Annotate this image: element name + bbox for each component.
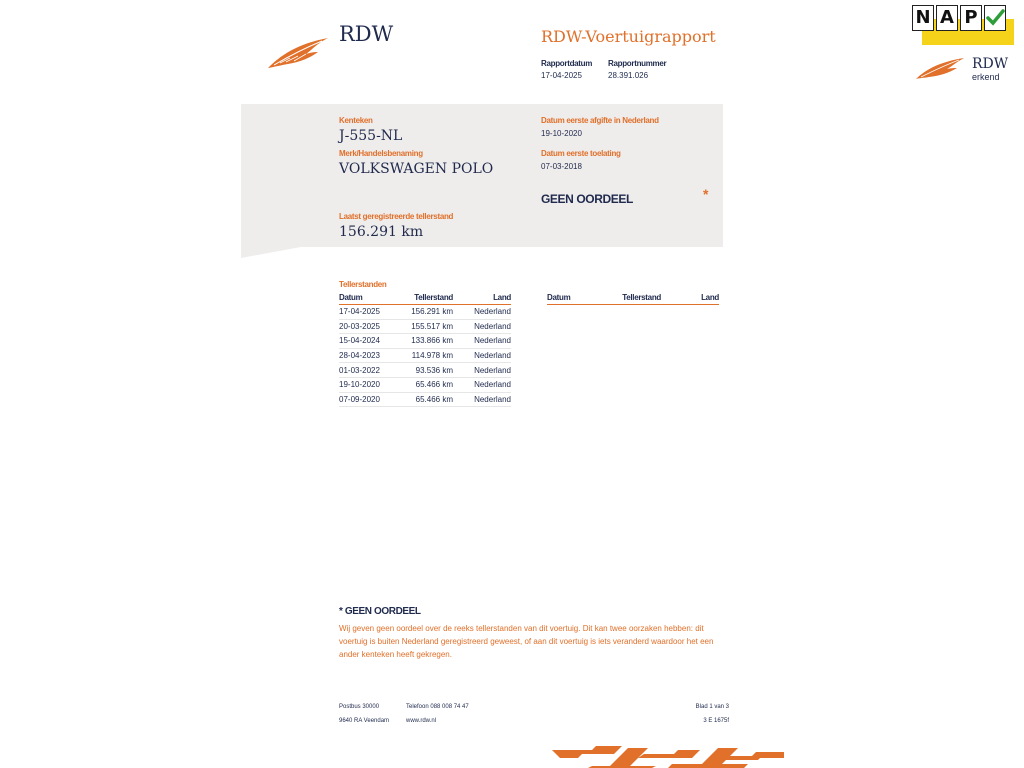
row-odometer: 114.978 km xyxy=(405,348,453,363)
table-row xyxy=(339,334,511,349)
row-date: 19-10-2020 xyxy=(339,377,405,392)
row-odometer: 156.291 km xyxy=(405,305,453,320)
report-number-label: Rapportnummer xyxy=(608,59,667,68)
plate-label: Kenteken xyxy=(339,116,373,125)
row-odometer: 65.466 km xyxy=(405,377,453,392)
report-date: 17-04-2025 xyxy=(541,71,582,80)
table-row xyxy=(339,377,511,392)
footer-page: Blad 1 van 3 xyxy=(695,704,729,710)
row-date: 28-04-2023 xyxy=(339,348,405,363)
verdict: GEEN OORDEEL xyxy=(541,192,633,206)
table-row xyxy=(339,305,511,320)
erkend-text: erkend xyxy=(972,72,1000,82)
table-row xyxy=(339,392,511,407)
make-label: Merk/Handelsbenaming xyxy=(339,149,423,158)
row-country: Nederland xyxy=(453,363,511,378)
report-number: 28.391.026 xyxy=(608,71,649,80)
table-row xyxy=(339,319,511,334)
erkend-feather-icon xyxy=(915,56,965,80)
col-country: Land xyxy=(453,293,511,305)
first-nl-label: Datum eerste afgifte in Nederland xyxy=(541,116,659,125)
first-admission-label: Datum eerste toelating xyxy=(541,149,621,158)
nap-check-box xyxy=(984,5,1006,31)
odometer-value: 156.291 km xyxy=(339,224,424,240)
row-date: 01-03-2022 xyxy=(339,363,405,378)
row-date: 07-09-2020 xyxy=(339,392,405,407)
readings-table-right xyxy=(547,293,719,305)
decorative-stripes-icon xyxy=(552,744,784,768)
row-country: Nederland xyxy=(453,377,511,392)
rdw-feather-logo-icon xyxy=(266,34,330,70)
nap-letter-a: A xyxy=(936,5,958,31)
table-row xyxy=(339,363,511,378)
footer-postcode: 9640 RA Veendam xyxy=(339,718,390,724)
readings-table xyxy=(339,293,511,407)
plate-value: J-555-NL xyxy=(339,128,403,144)
footnote-text: Wij geven geen oordeel over de reeks tellerstanden van dit voertuig. Dit kan twee oorzaken hebben: dit voertuig is buiten Nederland geregistreerd geweest, of aan dit voertuig is iets veranderd waardoor het een ander kenteken heeft gekregen. xyxy=(339,624,714,659)
row-date: 20-03-2025 xyxy=(339,319,405,334)
col-date: Datum xyxy=(339,293,405,305)
col-odometer: Tellerstand xyxy=(405,293,453,305)
verdict-asterisk: * xyxy=(703,186,709,202)
row-odometer: 155.517 km xyxy=(405,319,453,334)
nap-badge xyxy=(912,5,1014,45)
readings-title: Tellerstanden xyxy=(339,280,387,289)
first-nl-value: 19-10-2020 xyxy=(541,129,582,138)
row-odometer: 93.536 km xyxy=(405,363,453,378)
nap-letter-p: P xyxy=(960,5,982,31)
table-row xyxy=(339,348,511,363)
footer-postbus: Postbus 30000 xyxy=(339,704,380,710)
footer-code: 3 E 1675f xyxy=(703,718,729,724)
first-admission-value: 07-03-2018 xyxy=(541,162,582,171)
report-title: RDW-Voertuigrapport xyxy=(541,27,716,46)
row-date: 15-04-2024 xyxy=(339,334,405,349)
col-odometer-right: Tellerstand xyxy=(613,293,661,305)
footer-phone: Telefoon 088 008 74 47 xyxy=(406,704,469,710)
row-odometer: 133.866 km xyxy=(405,334,453,349)
row-country: Nederland xyxy=(453,348,511,363)
row-date: 17-04-2025 xyxy=(339,305,405,320)
make-value: VOLKSWAGEN POLO xyxy=(339,161,494,177)
nap-letter-n: N xyxy=(912,5,934,31)
col-country-right: Land xyxy=(661,293,719,305)
row-country: Nederland xyxy=(453,305,511,320)
row-country: Nederland xyxy=(453,319,511,334)
check-icon xyxy=(985,8,1005,28)
row-odometer: 65.466 km xyxy=(405,392,453,407)
footer-web[interactable]: www.rdw.nl xyxy=(406,718,437,724)
footnote-title: * GEEN OORDEEL xyxy=(339,606,421,617)
brand-title: RDW xyxy=(339,22,394,46)
odometer-label: Laatst geregistreerde tellerstand xyxy=(339,212,454,221)
row-country: Nederland xyxy=(453,392,511,407)
row-country: Nederland xyxy=(453,334,511,349)
col-date-right: Datum xyxy=(547,293,613,305)
vehicle-panel-tab xyxy=(241,247,301,258)
report-date-label: Rapportdatum xyxy=(541,59,593,68)
erkend-brand: RDW xyxy=(972,56,1009,72)
